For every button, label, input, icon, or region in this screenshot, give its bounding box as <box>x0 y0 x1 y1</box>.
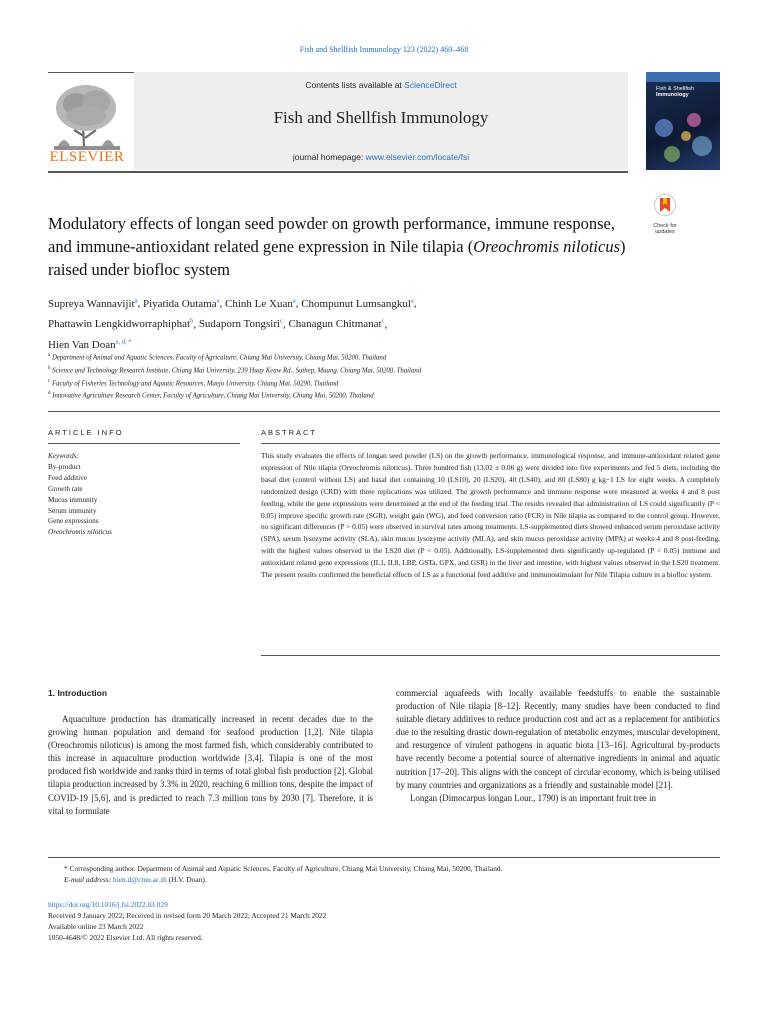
cover-title <box>656 86 716 99</box>
cover-artwork-icon <box>646 106 720 170</box>
check-badge-line2: updates <box>655 229 675 235</box>
affiliations <box>48 351 688 402</box>
publication-info <box>48 899 720 943</box>
cover-title-line1: Fish & Shellfish <box>656 86 694 92</box>
journal-reference-link[interactable]: Fish and Shellfish Immunology 123 (2022) 460–468 <box>299 45 469 54</box>
abstract-divider <box>261 443 720 444</box>
affiliation: $^b$ Science and Technology Research Institute, Chiang Mai University, 239 Huay Keaw Rd., Suthep, Muang, Chiang Mai, 50200, Thailand <box>48 365 422 375</box>
cover-title-line2: Immunology <box>656 92 689 99</box>
doi-link[interactable]: https://doi.org/10.1016/j.fsi.2022.03.029 <box>48 900 168 909</box>
author[interactable]: Chinh Le Xuan$^a$ <box>225 297 296 310</box>
contents-line <box>134 80 628 90</box>
affiliation: $^a$ Department of Animal and Aquatic Sciences, Faculty of Agriculture, Chiang Mai University, Chiang Mai, 50200, Thailand <box>48 353 387 362</box>
available-online: Available online 23 March 2022 <box>48 922 144 931</box>
author[interactable]: Hien Van Doan$^{a, d, *}$ <box>48 338 132 351</box>
keyword: Serum immunity <box>48 506 97 515</box>
keyword: Gene expressions <box>48 517 99 526</box>
received-dates: Received 9 January 2022; Received in revised form 20 March 2022; Accepted 21 March 2022 <box>48 911 327 920</box>
journal-name: Fish and Shellfish Immunology <box>273 108 489 127</box>
journal-homepage-link[interactable]: www.elsevier.com/locate/fsi <box>365 152 470 162</box>
email-line <box>48 874 720 885</box>
introduction-heading: 1. Introduction <box>48 688 108 698</box>
abstract-heading: ABSTRACT <box>261 428 318 437</box>
keyword: Mucus immunity <box>48 495 98 504</box>
keyword: By-product <box>48 462 81 471</box>
title-part2: ) raised under biofloc system <box>48 237 626 279</box>
author[interactable]: Supreya Wannavijit$^a$ <box>48 297 138 310</box>
check-badge-line1: Check for <box>653 223 677 229</box>
title-species: Oreochromis niloticus <box>473 237 621 256</box>
email-link[interactable]: hien.d@cmu.ac.th <box>113 875 167 885</box>
affiliation: $^c$ Faculty of Fisheries Technology and Aquatic Resources, Maejo University, Chiang Mai, 50290, Thailand <box>48 378 339 387</box>
introduction-left-column: Aquaculture production has dramatically increased in recent decades due to the growing human population and demand for seafood production [1,2]. Nile tilapia (Oreochromis niloticus) is among the most farmed fish, which considerably contributed to this increase in aquaculture production worldwide [3,4]. Tilapia is one of the most produced fish worldwide and ranks third in terms of total global fish production [2]. Global tilapia production increased by 3.3% in 2020, reaching 6 million tons, despite the impact of COVID-19 [5,6], and is predicted to reach 7.3 million tons by 2030 [7]. Therefore, it is vital to formulate <box>48 714 373 816</box>
keywords-label: Keywords: <box>48 452 79 460</box>
email-suffix: (H.V. Doan). <box>166 875 207 885</box>
email-label: E-mail address: <box>64 875 113 885</box>
abstract-text: This study evaluates the effects of longan seed powder (LS) on the growth performance, immunological response, and immune-antioxidant related gene expression of Nile tilapia (Oreochromis niloticus). Three hundred fish (13.02 ± 0.06 g) were divided into five experiments and fed 5 diets, including the basal diet (control without LS) and basal diet containing 10 (LS10), 20 (LS20), 40 (LS40), and 80 (LS80) g kg−1 LS for eight weeks. A completely randomized design (CRD) with three replications was utilized. The growth performance and immune response were measured at weeks 4 and 8 post feeding, while the gene expressions were determined at the end of the feeding trial. The results revealed that administration of LS could significantly (P < 0.05) improve specific growth rate (SGR), weight gain (WG), and feed conversion ratio (FCR) in Nile tilapia as compared to the control group. However, no significant differences (P > 0.05) were observed in survival rates among treatments. LS-supplemented diets showed enhanced serum peroxidase activity (SPA), serum lysozyme activity (SLA), skin mucus lysozyme activity (MLA), and skin mucus peroxidase activity (MPA) at weeks 4 and 8 post-feeding, with the highest values observed in the LS20 diet (P < 0.05). Additionally, LS-supplemented diets significantly up-regulated (P < 0.05) immune and antioxidant related gene expressions (IL1, IL8, LBP, GSTa, GPX, and GSR) in the liver and intestine, with highest values observed in the LS20 treatment. The present results confirmed the beneficial effects of LS as a functional feed additive and immunostimulant for Nile Tilapia culture in a biofloc system. <box>261 451 720 580</box>
author[interactable]: Chanagun Chitmanat$^c$ <box>288 317 385 331</box>
keyword: Oreochromis niloticus <box>48 528 112 537</box>
author[interactable]: Sudaporn Tongsiri$^c$ <box>198 317 283 331</box>
elsevier-logo[interactable] <box>48 80 126 166</box>
keywords-list <box>48 451 238 538</box>
author-list: Supreya Wannavijit$^a$, Piyatida Outama$^a$, Chinh Le Xuan$^a$, Chompunut Lumsangkul$^a$, Phattawin Lengkidworraphiphat$^b$, Sudaporn Tongsiri$^c$, Chanagun Chitmanat$^c$, Hien Van Doan$^{a, d, *}$ <box>48 297 417 351</box>
article-info-divider <box>48 443 240 444</box>
elsevier-wordmark: ELSEVIER <box>49 149 125 165</box>
check-badge-text <box>646 223 684 235</box>
paper-title <box>48 212 628 281</box>
keyword: Growth rate <box>48 484 83 493</box>
journal-cover-image[interactable] <box>646 72 720 170</box>
sciencedirect-link[interactable]: ScienceDirect <box>404 80 457 90</box>
author[interactable]: Phattawin Lengkidworraphiphat$^b$ <box>48 317 194 331</box>
intro-paragraph: Longan (Dimocarpus longan Lour., 1790) is an important fruit tree in <box>410 792 656 803</box>
affiliation: $^d$ Innovative Agriculture Research Center, Faculty of Agriculture, Chiang Mai University, Chiang Mai, 50200, Thailand <box>48 391 374 400</box>
section-divider <box>48 411 720 412</box>
author[interactable]: Piyatida Outama$^a$ <box>142 297 220 310</box>
bookmark-icon <box>646 194 684 218</box>
corresponding-author-text: * Corresponding author. Department of Animal and Aquatic Sciences, Faculty of Agriculture, Chiang Mai University, Chiang Mai, 50200, Thailand. <box>64 864 503 873</box>
homepage-prefix: journal homepage: <box>292 152 366 162</box>
introduction-right-column <box>396 687 720 805</box>
title-part1: Modulatory effects of longan seed powder on growth performance, immune response, and immune-antioxidant related gene expression in Nile tilapia ( <box>48 214 615 256</box>
contents-prefix: Contents lists available at <box>305 80 405 90</box>
footnote-divider <box>48 857 720 858</box>
cover-top-band <box>646 72 720 82</box>
keyword: Feed additive <box>48 473 87 482</box>
homepage-line <box>134 152 628 162</box>
article-info-heading: ARTICLE INFO <box>48 428 124 437</box>
abstract-bottom-divider <box>261 655 720 656</box>
copyright: 1050-4648/© 2022 Elsevier Ltd. All rights reserved. <box>48 933 203 942</box>
intro-paragraph: commercial aquafeeds with locally available feedstuffs to enable the sustainable production of Nile tilapia [8–12]. Recently, many studies have been conducted to find suitable dietary additives to reduce production cost and act as a replacement for antibiotics due to the resulting drastic down-regulation of metabolic enzymes, muscular development, and resurgence of virulent pathogens in aquatic biota [13–16]. Agricultural by-products have recently become a potential source of alternative ingredients in animal and aquatic nutrition [17–20]. This aligns with the concept of circular economy, which is being utilised by many countries and organizations as a friendly and sustainable model [21]. <box>396 688 720 790</box>
author[interactable]: Chompunut Lumsangkul$^a$ <box>301 297 414 310</box>
corresponding-author-note <box>48 863 720 886</box>
check-for-updates-button[interactable] <box>646 194 684 235</box>
